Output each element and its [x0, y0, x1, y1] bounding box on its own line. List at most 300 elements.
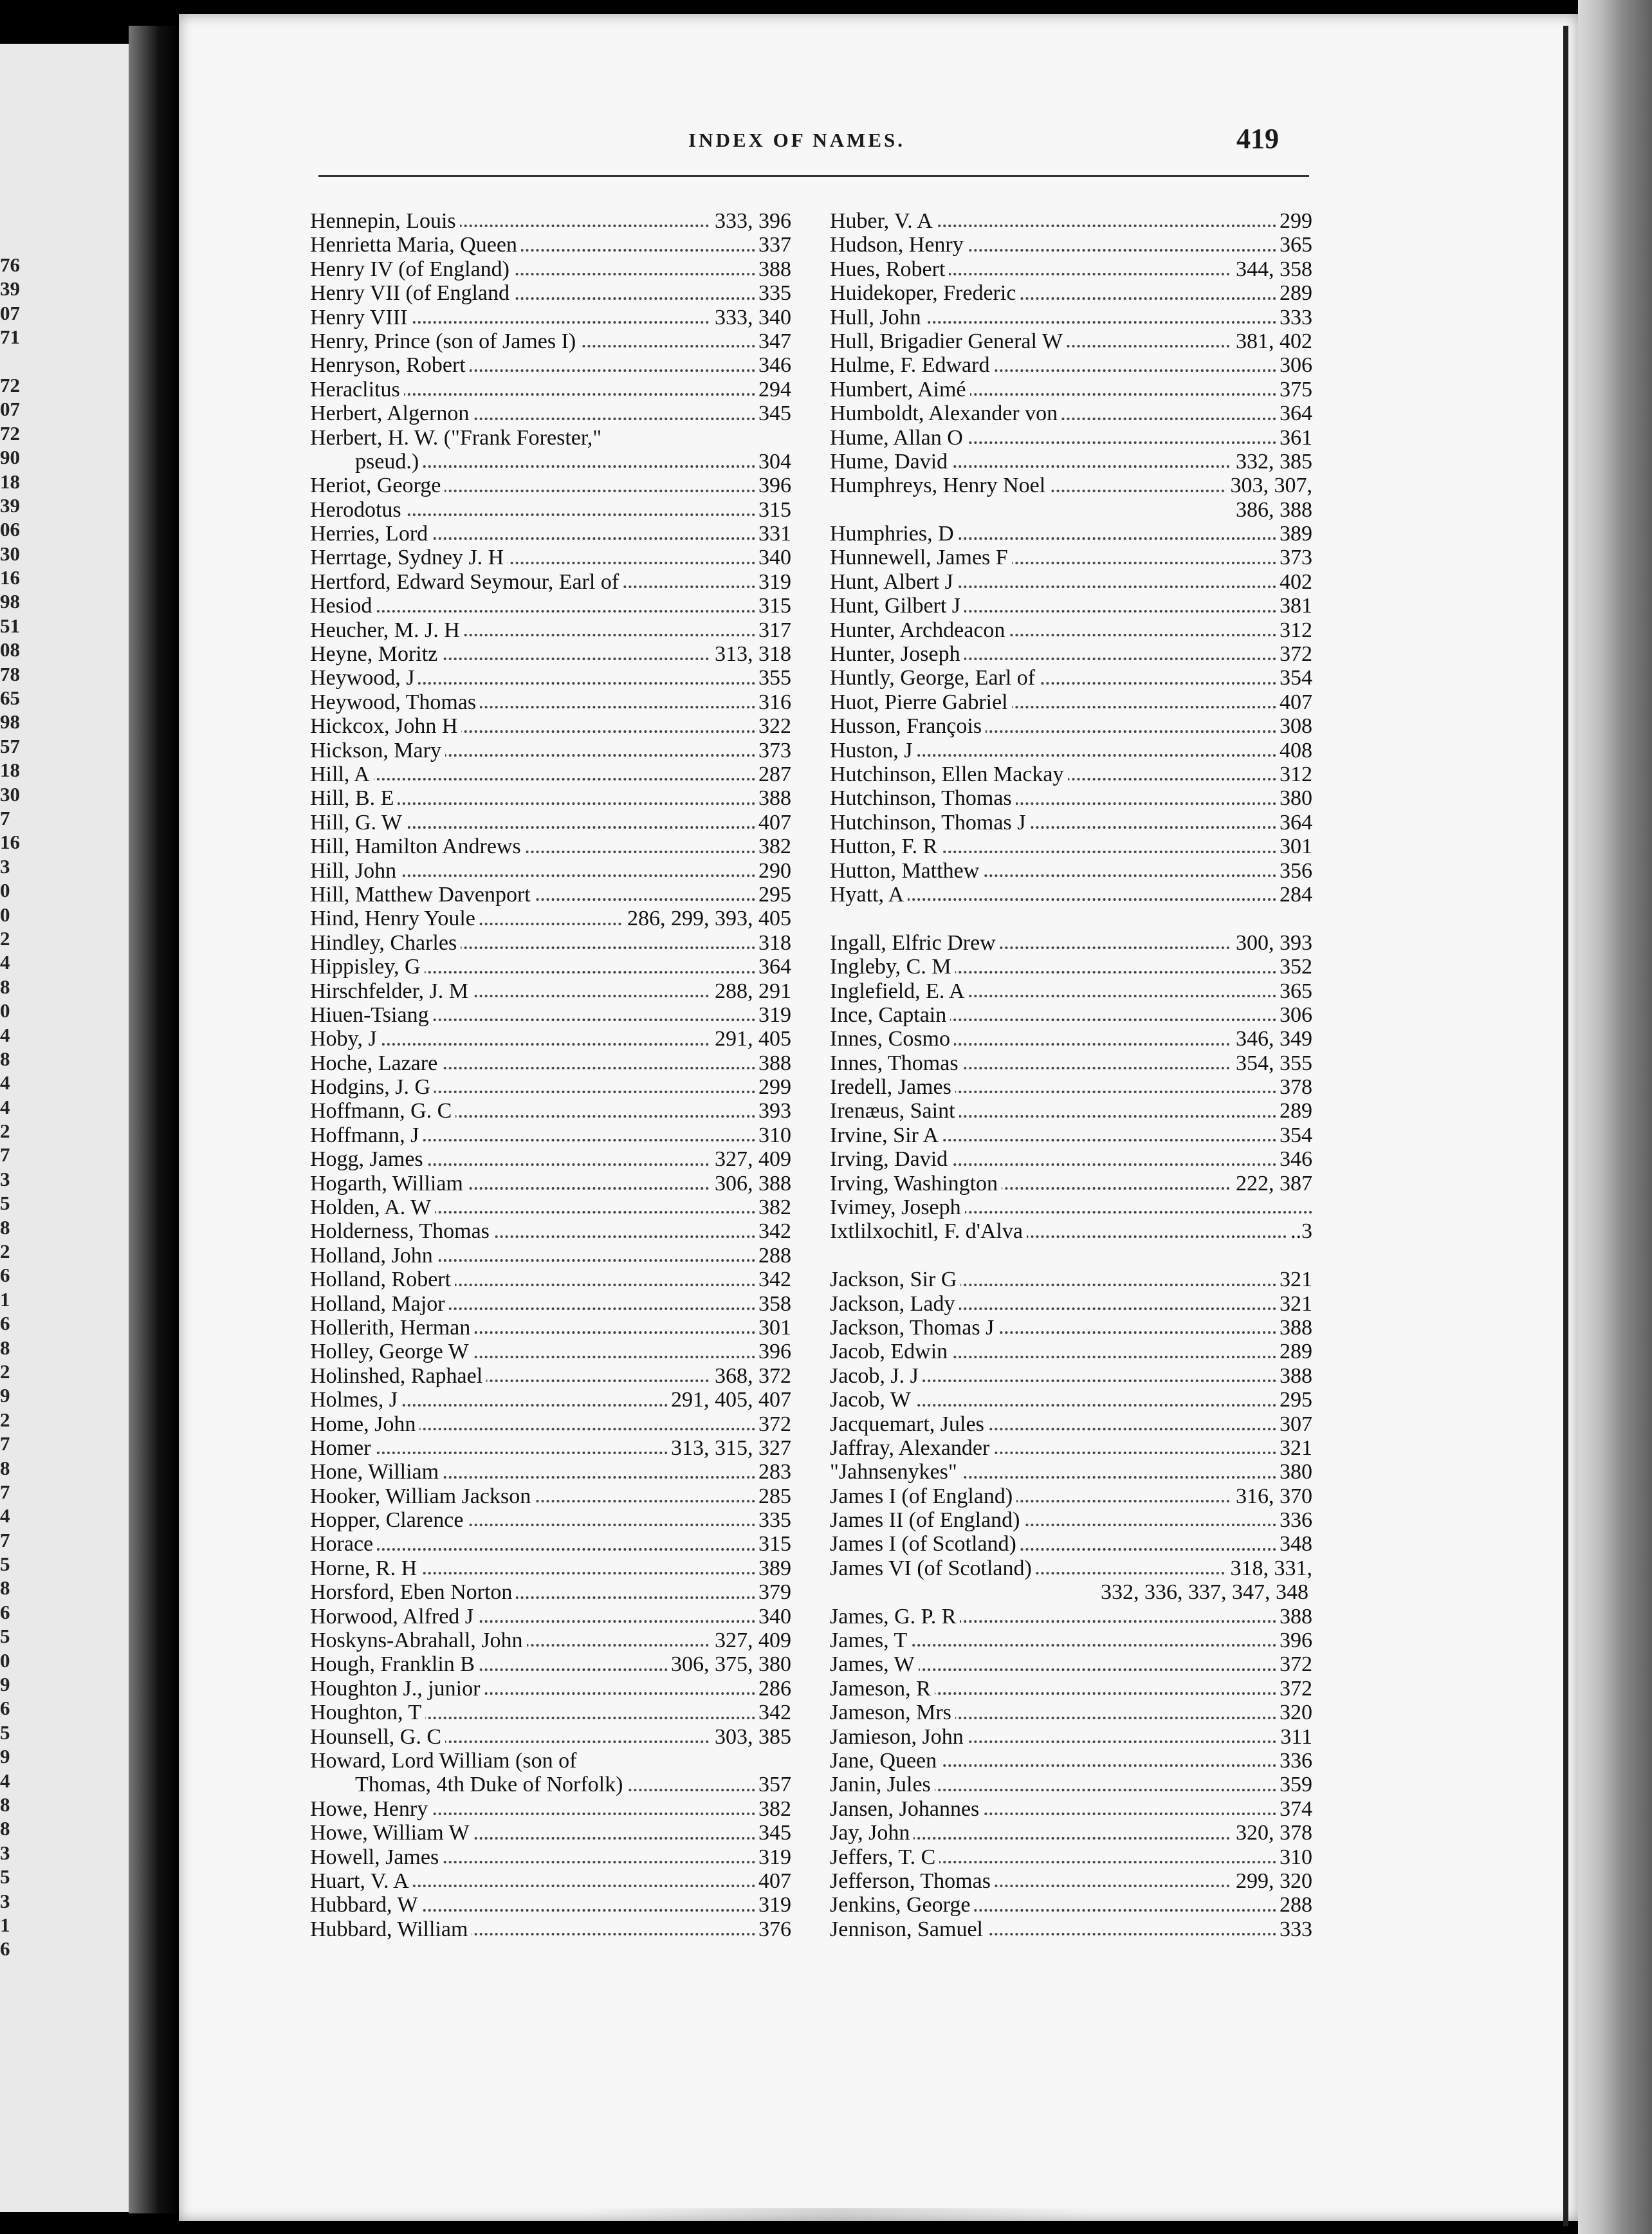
index-entry — [830, 306, 1312, 329]
index-entry — [310, 1075, 791, 1099]
index-column-right — [830, 209, 1312, 1941]
index-entry — [830, 1195, 1312, 1219]
entry-name: Ixtlilxochitl, F. d'Alva — [830, 1219, 1027, 1243]
entry-name: Henry VII (of England — [310, 281, 513, 305]
entry-name: Horace — [310, 1532, 377, 1556]
entry-name: Ingleby, C. M — [830, 955, 955, 979]
entry-pages: 407 — [1276, 690, 1312, 714]
entry-name: Horne, R. H — [310, 1556, 421, 1580]
facing-page-fragment: 3 — [0, 1167, 10, 1190]
entry-name: Hudson, Henry — [830, 233, 968, 257]
entry-pages: 357 — [755, 1773, 791, 1796]
entry-pages: 373 — [1276, 546, 1312, 569]
index-entry — [310, 353, 791, 377]
entry-name: Home, John — [310, 1412, 419, 1436]
entry-pages: 348 — [1276, 1532, 1312, 1556]
entry-name: Hone, William — [310, 1460, 443, 1484]
index-entry — [830, 570, 1312, 594]
entry-pages: 372 — [755, 1412, 791, 1436]
index-entry — [830, 546, 1312, 569]
facing-page-fragment: 6 — [0, 1600, 10, 1623]
facing-page-fragment: 6 — [0, 1937, 10, 1961]
entry-pages: 320, 378 — [1232, 1821, 1312, 1845]
index-entry — [830, 522, 1312, 546]
facing-page-fragment: 1 — [0, 1913, 10, 1936]
entry-pages: 361 — [1276, 426, 1312, 450]
facing-page-fragment: 8 — [0, 1576, 10, 1600]
entry-name: Inglefield, E. A — [830, 979, 969, 1003]
index-entry — [830, 642, 1312, 666]
index-entry — [310, 1316, 791, 1340]
facing-page-fragment: 78 — [0, 662, 20, 685]
facing-page-fragment: 8 — [0, 975, 10, 998]
entry-pages: 306 — [1276, 353, 1312, 377]
page-stack-edge — [1578, 0, 1652, 2234]
index-entry — [830, 859, 1312, 883]
index-entry — [830, 474, 1312, 497]
facing-page-edge — [0, 44, 129, 2212]
entry-pages: 358 — [755, 1292, 791, 1316]
entry-name: Jacob, J. J — [830, 1364, 922, 1388]
entry-pages: 284 — [1276, 883, 1312, 907]
entry-name: Howe, Henry — [310, 1797, 432, 1821]
entry-name: Huber, V. A — [830, 209, 937, 233]
entry-pages: 393 — [755, 1099, 791, 1123]
entry-name: Jefferson, Thomas — [830, 1869, 995, 1893]
entry-name: Henry VIII — [310, 306, 411, 329]
entry-pages: 299, 320 — [1232, 1869, 1312, 1893]
facing-page-fragment: 06 — [0, 518, 20, 541]
entry-name: Howard, Lord William (son of — [310, 1749, 580, 1773]
entry-pages: 303, 385 — [711, 1725, 791, 1749]
index-entry — [310, 329, 791, 353]
entry-name: Henrietta Maria, Queen — [310, 233, 521, 257]
entry-name: Thomas, 4th Duke of Norfolk) — [310, 1773, 627, 1796]
facing-page-fragment: 6 — [0, 1312, 10, 1335]
entry-name: Hume, Allan O — [830, 426, 967, 450]
entry-pages: 310 — [755, 1123, 791, 1147]
index-entry — [830, 1172, 1312, 1195]
entry-name: Iredell, James — [830, 1075, 955, 1099]
entry-pages: 291, 405, 407 — [667, 1388, 791, 1412]
entry-pages: 315 — [755, 498, 791, 522]
entry-pages: 368, 372 — [711, 1364, 791, 1388]
index-entry — [310, 1797, 791, 1821]
entry-pages: 372 — [1276, 1652, 1312, 1676]
facing-page-fragment: 5 — [0, 1192, 10, 1215]
index-entry — [830, 1099, 1312, 1123]
entry-pages: 288 — [1276, 1893, 1312, 1917]
entry-pages: 333, 396 — [711, 209, 791, 233]
index-entry — [830, 811, 1312, 835]
entry-name: Holland, Major — [310, 1292, 449, 1316]
entry-pages: 306 — [1276, 1003, 1312, 1027]
entry-name: Hyatt, A — [830, 883, 908, 907]
index-entry — [310, 1605, 791, 1629]
index-entry — [310, 642, 791, 666]
entry-pages: 402 — [1276, 570, 1312, 594]
entry-name: Hulme, F. Edward — [830, 353, 993, 377]
entry-name: Hill, G. W — [310, 811, 406, 835]
entry-pages: 299 — [1276, 209, 1312, 233]
entry-name: Hesiod — [310, 594, 376, 618]
entry-pages: 312 — [1276, 618, 1312, 642]
entry-name: Huntly, George, Earl of — [830, 666, 1039, 690]
index-entry — [310, 1436, 791, 1460]
entry-pages: 315 — [755, 1532, 791, 1556]
facing-page-fragment: 0 — [0, 1648, 10, 1672]
index-column-left — [310, 209, 791, 1941]
entry-name: James, T — [830, 1629, 911, 1652]
entry-name: Jackson, Lady — [830, 1292, 959, 1316]
index-entry — [310, 1773, 791, 1796]
entry-pages: 342 — [755, 1219, 791, 1243]
entry-pages: 381, 402 — [1232, 329, 1312, 353]
facing-page-fragment: 5 — [0, 1625, 10, 1648]
index-entry — [310, 1292, 791, 1316]
index-entry — [310, 378, 791, 402]
index-entry — [830, 618, 1312, 642]
entry-name: Humphries, D — [830, 522, 958, 546]
entry-pages: 319 — [755, 570, 791, 594]
letter-gap — [830, 1244, 1312, 1268]
entry-pages: 319 — [755, 1845, 791, 1869]
entry-pages: 340 — [755, 546, 791, 569]
facing-page-fragment: 8 — [0, 1336, 10, 1359]
index-entry — [830, 1821, 1312, 1845]
index-entry — [830, 353, 1312, 377]
facing-page-fragment: 16 — [0, 831, 20, 854]
facing-page-fragment: 08 — [0, 638, 20, 661]
index-entry — [310, 1051, 791, 1075]
facing-page-fragment: 57 — [0, 734, 20, 757]
index-entry — [830, 594, 1312, 618]
facing-page-fragment: 2 — [0, 927, 10, 950]
index-entry — [830, 257, 1312, 281]
entry-name: Hill, B. E — [310, 786, 398, 810]
entry-name: Irving, Washington — [830, 1172, 1002, 1195]
entry-name: Huot, Pierre Gabriel — [830, 690, 1012, 714]
index-entry — [830, 1677, 1312, 1701]
entry-pages: 382 — [755, 1195, 791, 1219]
index-entry — [830, 883, 1312, 907]
entry-name: Howell, James — [310, 1845, 443, 1869]
index-entry — [830, 1556, 1312, 1580]
entry-pages: 354 — [1276, 1123, 1312, 1147]
entry-name: James, G. P. R — [830, 1605, 960, 1629]
index-entry — [830, 1412, 1312, 1436]
entry-pages: 291, 405 — [711, 1027, 791, 1051]
entry-pages: 372 — [1276, 1677, 1312, 1701]
entry-name: Hutchinson, Thomas — [830, 786, 1016, 810]
entry-name: Hickson, Mary — [310, 739, 445, 762]
facing-page-fragment: 18 — [0, 470, 20, 493]
entry-pages: 388 — [755, 1051, 791, 1075]
facing-page-fragment: 72 — [0, 373, 20, 396]
index-entry — [310, 402, 791, 425]
entry-name: Hoffmann, G. C — [310, 1099, 455, 1123]
facing-page-fragment: 8 — [0, 1817, 10, 1840]
index-entry — [830, 1701, 1312, 1724]
entry-pages: 364 — [1276, 811, 1312, 835]
index-entry — [310, 1219, 791, 1243]
entry-pages: 388 — [1276, 1605, 1312, 1629]
entry-name: Jay, John — [830, 1821, 913, 1845]
entry-name: Huidekoper, Frederic — [830, 281, 1020, 305]
index-entry — [830, 1027, 1312, 1051]
index-entry — [310, 955, 791, 979]
entry-name: Jacob, W — [830, 1388, 915, 1412]
entry-pages: 311 — [1276, 1725, 1312, 1749]
index-entry — [830, 1845, 1312, 1869]
entry-name: Hickcox, John H — [310, 714, 461, 738]
facing-page-fragment: 8 — [0, 1793, 10, 1816]
index-entry — [310, 690, 791, 714]
index-entry — [310, 426, 791, 450]
entry-name: Innes, Cosmo — [830, 1027, 954, 1051]
entry-name: Heraclitus — [310, 378, 404, 402]
entry-pages: 389 — [755, 1556, 791, 1580]
index-entry — [830, 1316, 1312, 1340]
index-entry — [310, 1629, 791, 1652]
index-entry — [310, 498, 791, 522]
facing-page-fragment: 4 — [0, 1071, 10, 1094]
entry-name: Houghton, T — [310, 1701, 425, 1724]
index-entry — [310, 786, 791, 810]
entry-name: Hunter, Archdeacon — [830, 618, 1009, 642]
entry-name: Hill, John — [310, 859, 400, 883]
index-entry — [310, 209, 791, 233]
entry-name: Jamieson, John — [830, 1725, 968, 1749]
index-entry — [830, 1605, 1312, 1629]
index-entry — [830, 955, 1312, 979]
index-entry — [310, 1893, 791, 1917]
facing-page-fragment: 2 — [0, 1360, 10, 1383]
index-entry — [310, 1749, 791, 1773]
index-entry — [830, 1292, 1312, 1316]
index-entry — [830, 1003, 1312, 1027]
facing-page-fragment: 3 — [0, 854, 10, 878]
index-entry — [830, 1869, 1312, 1893]
entry-name: Hunt, Gilbert J — [830, 594, 964, 618]
entry-pages: 333, 340 — [711, 306, 791, 329]
entry-name: Hertford, Edward Seymour, Earl of — [310, 570, 623, 594]
entry-pages: 388 — [755, 257, 791, 281]
entry-pages: 317 — [755, 618, 791, 642]
entry-pages: 342 — [755, 1701, 791, 1724]
facing-page-fragment: 7 — [0, 1480, 10, 1503]
entry-pages: 354, 355 — [1232, 1051, 1312, 1075]
index-entry — [830, 786, 1312, 810]
entry-name: Hodgins, J. G — [310, 1075, 434, 1099]
entry-pages: 332, 385 — [1232, 450, 1312, 474]
entry-pages: 290 — [755, 859, 791, 883]
index-entry — [310, 281, 791, 305]
entry-pages: 301 — [755, 1316, 791, 1340]
index-entry — [310, 762, 791, 786]
entry-name: Irving, David — [830, 1147, 951, 1171]
facing-page-fragment: 9 — [0, 1745, 10, 1768]
index-entry — [830, 690, 1312, 714]
entry-pages: 346, 349 — [1232, 1027, 1312, 1051]
entry-name: Holden, A. W — [310, 1195, 435, 1219]
index-entry — [310, 1340, 791, 1363]
facing-page-fragment: 18 — [0, 759, 20, 782]
entry-name: Jaffray, Alexander — [830, 1436, 993, 1460]
running-head: INDEX OF NAMES. — [688, 129, 906, 151]
entry-name: Hutchinson, Ellen Mackay — [830, 762, 1068, 786]
entry-pages: 321 — [1276, 1292, 1312, 1316]
entry-pages: 289 — [1276, 281, 1312, 305]
index-entry — [830, 1340, 1312, 1363]
entry-pages: 364 — [1276, 402, 1312, 425]
facing-page-fragment: 07 — [0, 301, 20, 324]
facing-page-fragment: 6 — [0, 1264, 10, 1287]
letter-gap — [830, 907, 1312, 930]
entry-pages: 335 — [755, 1508, 791, 1532]
index-entry — [310, 1147, 791, 1171]
entry-pages: 396 — [1276, 1629, 1312, 1652]
index-entry — [830, 1051, 1312, 1075]
entry-pages: 321 — [1276, 1436, 1312, 1460]
entry-name: Ince, Captain — [830, 1003, 950, 1027]
entry-pages: 380 — [1276, 1460, 1312, 1484]
entry-pages: 313, 318 — [711, 642, 791, 666]
page-edge-line — [1563, 26, 1568, 2226]
entry-name — [830, 498, 834, 522]
index-entry — [830, 1917, 1312, 1941]
index-entry — [830, 666, 1312, 690]
entry-name: Innes, Thomas — [830, 1051, 962, 1075]
entry-pages: 289 — [1276, 1099, 1312, 1123]
facing-page-fragment: 5 — [0, 1553, 10, 1576]
index-entry — [830, 931, 1312, 955]
entry-pages: 335 — [755, 281, 791, 305]
entry-pages: 289 — [1276, 1340, 1312, 1363]
entry-pages: 407 — [755, 1869, 791, 1893]
entry-pages: 364 — [755, 955, 791, 979]
entry-pages: 313, 315, 327 — [667, 1436, 791, 1460]
index-entry — [310, 1460, 791, 1484]
entry-name: Herries, Lord — [310, 522, 432, 546]
entry-name: Heywood, Thomas — [310, 690, 480, 714]
entry-name: Holley, George W — [310, 1340, 473, 1363]
index-entry — [310, 306, 791, 329]
entry-pages: 318, 331, — [1227, 1556, 1313, 1580]
entry-name: Hough, Franklin B — [310, 1652, 479, 1676]
entry-name: James II (of England) — [830, 1508, 1024, 1532]
index-entry — [830, 498, 1312, 522]
entry-name: Irvine, Sir A — [830, 1123, 942, 1147]
entry-name: Humphreys, Henry Noel — [830, 474, 1049, 497]
entry-pages: 388 — [1276, 1364, 1312, 1388]
entry-pages: 300, 393 — [1232, 931, 1312, 955]
entry-pages: 388 — [1276, 1316, 1312, 1340]
entry-name: Hoskyns-Abrahall, John — [310, 1629, 527, 1652]
entry-name: Hunter, Joseph — [830, 642, 964, 666]
index-entry — [310, 474, 791, 497]
entry-pages: 336 — [1276, 1508, 1312, 1532]
index-entry — [310, 546, 791, 569]
entry-pages: 378 — [1276, 1075, 1312, 1099]
index-entry — [830, 1773, 1312, 1796]
facing-page-fragment: 4 — [0, 1095, 10, 1118]
entry-pages: 407 — [755, 811, 791, 835]
index-entry — [310, 666, 791, 690]
index-entry — [830, 378, 1312, 402]
entry-name: Jenkins, George — [830, 1893, 974, 1917]
entry-name: Ingall, Elfric Drew — [830, 931, 1000, 955]
index-entry — [310, 1917, 791, 1941]
leader-dots — [310, 1548, 791, 1551]
entry-name: Hennepin, Louis — [310, 209, 460, 233]
facing-page-fragments — [0, 253, 26, 1961]
entry-pages: 306, 388 — [711, 1172, 791, 1195]
entry-name: Jameson, R — [830, 1677, 935, 1701]
entry-name: Hubbard, William — [310, 1917, 472, 1941]
entry-pages: 346 — [1276, 1147, 1312, 1171]
entry-pages: 286 — [755, 1677, 791, 1701]
entry-pages: 327, 409 — [711, 1147, 791, 1171]
entry-name: Heriot, George — [310, 474, 445, 497]
entry-pages: 382 — [755, 835, 791, 858]
index-entry — [830, 1219, 1312, 1243]
entry-name: Heucher, M. J. H — [310, 618, 464, 642]
index-entry — [310, 739, 791, 762]
index-entry — [310, 835, 791, 858]
entry-pages: 355 — [755, 666, 791, 690]
entry-name: James, W — [830, 1652, 919, 1676]
facing-page-fragment — [0, 349, 26, 373]
entry-name: James VI (of Scotland) — [830, 1556, 1036, 1580]
entry-pages: 389 — [1276, 522, 1312, 546]
entry-pages: 308 — [1276, 714, 1312, 738]
entry-name: Hunt, Albert J — [830, 570, 957, 594]
facing-page-fragment: 4 — [0, 1504, 10, 1528]
index-entry — [310, 1821, 791, 1845]
entry-pages: 340 — [755, 1605, 791, 1629]
entry-name: Jacquemart, Jules — [830, 1412, 988, 1436]
index-entry — [830, 1893, 1312, 1917]
index-entry — [310, 1099, 791, 1123]
facing-page-fragment: 6 — [0, 1697, 10, 1720]
entry-pages: 303, 307, — [1227, 474, 1313, 497]
facing-page-fragment: 2 — [0, 1120, 10, 1143]
index-entry — [310, 1412, 791, 1436]
index-entry — [830, 835, 1312, 858]
facing-page-fragment: 4 — [0, 1023, 10, 1046]
facing-page-fragment: 5 — [0, 1721, 10, 1744]
index-entry — [830, 281, 1312, 305]
index-entry — [830, 233, 1312, 257]
entry-pages: 320 — [1276, 1701, 1312, 1724]
index-entry — [310, 257, 791, 281]
entry-name: Jansen, Johannes — [830, 1797, 983, 1821]
entry-name: Hind, Henry Youle — [310, 907, 479, 930]
index-entry — [310, 1484, 791, 1508]
entry-name: Hiuen-Tsiang — [310, 1003, 433, 1027]
facing-page-fragment: 0 — [0, 903, 10, 926]
entry-pages: 381 — [1276, 594, 1312, 618]
entry-name: Hunnewell, James F — [830, 546, 1012, 569]
entry-pages: 408 — [1276, 739, 1312, 762]
entry-pages: ..3 — [1287, 1219, 1312, 1243]
entry-pages: 365 — [1276, 979, 1312, 1003]
index-entry — [310, 1244, 791, 1268]
entry-pages: 222, 387 — [1232, 1172, 1312, 1195]
entry-pages: 322 — [755, 714, 791, 738]
entry-pages: 342 — [755, 1268, 791, 1291]
